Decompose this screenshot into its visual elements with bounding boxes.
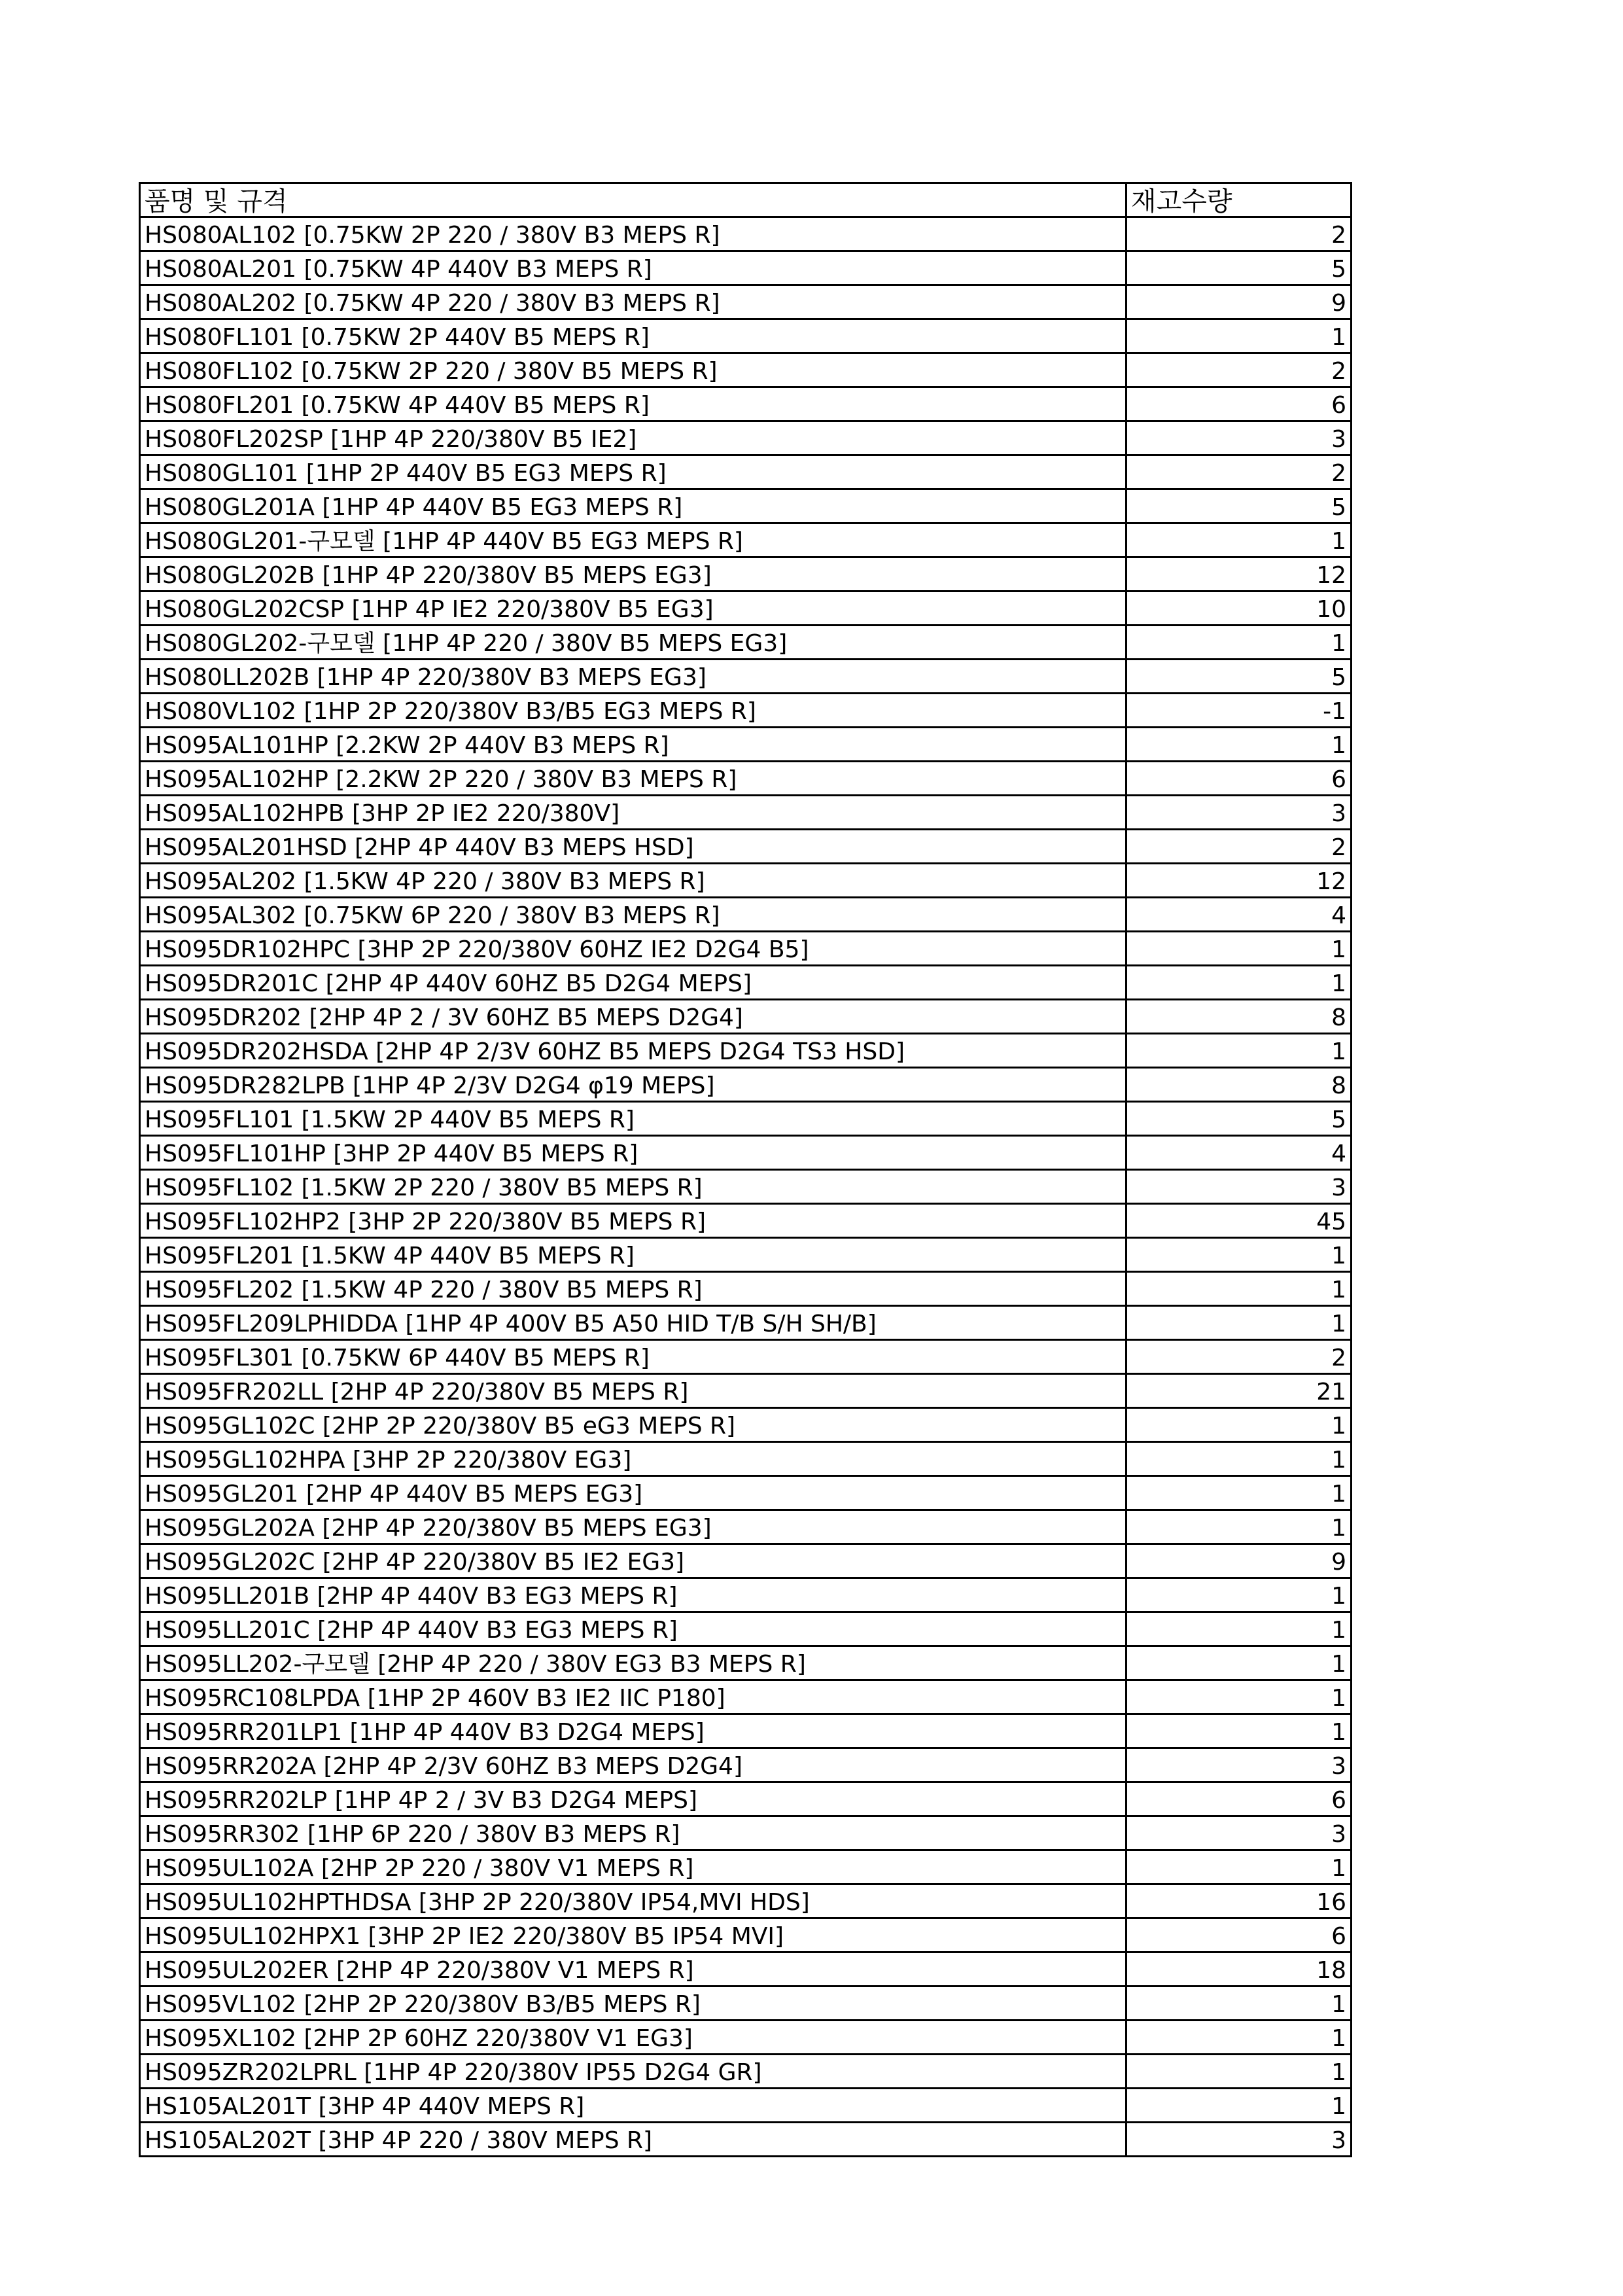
table-row — [140, 1102, 1352, 1136]
stock-quantity-cell: 18 — [1126, 1952, 1352, 1987]
stock-quantity-cell: 1 — [1126, 1408, 1352, 1442]
table-row — [140, 1884, 1352, 1918]
table-row — [140, 1680, 1352, 1714]
table-row — [140, 1476, 1352, 1510]
product-name-cell: HS080GL202B [1HP 4P 220/380V B5 MEPS EG3] — [140, 557, 1126, 592]
stock-quantity-cell: 1 — [1126, 1987, 1352, 2021]
stock-quantity-cell: 1 — [1126, 2055, 1352, 2089]
product-name-cell: HS095GL202A [2HP 4P 220/380V B5 MEPS EG3] — [140, 1510, 1126, 1544]
product-name-cell: HS095DR202 [2HP 4P 2 / 3V 60HZ B5 MEPS D2G4] — [140, 1000, 1126, 1034]
stock-quantity-cell: 1 — [1126, 1646, 1352, 1680]
product-name-cell: HS095UL102HPTHDSA [3HP 2P 220/380V IP54,MVI HDS] — [140, 1884, 1126, 1918]
table-row — [140, 1544, 1352, 1578]
product-name-cell: HS080GL202CSP [1HP 4P IE2 220/380V B5 EG3] — [140, 592, 1126, 626]
table-row — [140, 1510, 1352, 1544]
stock-quantity-cell: 2 — [1126, 217, 1352, 251]
stock-quantity-cell: 6 — [1126, 1918, 1352, 1952]
table-row — [140, 1306, 1352, 1340]
stock-quantity-cell: 3 — [1126, 421, 1352, 455]
table-row — [140, 1068, 1352, 1102]
product-name-cell: HS095FL201 [1.5KW 4P 440V B5 MEPS R] — [140, 1238, 1126, 1272]
header-stock-quantity: 재고수량 — [1126, 183, 1352, 217]
product-name-cell: HS095AL101HP [2.2KW 2P 440V B3 MEPS R] — [140, 728, 1126, 762]
product-name-cell: HS080GL201-구모델 [1HP 4P 440V B5 EG3 MEPS R] — [140, 523, 1126, 557]
table-row — [140, 1578, 1352, 1612]
table-row — [140, 898, 1352, 932]
table-row — [140, 1850, 1352, 1884]
table-row — [140, 353, 1352, 387]
product-name-cell: HS095GL102C [2HP 2P 220/380V B5 eG3 MEPS R] — [140, 1408, 1126, 1442]
table-row — [140, 387, 1352, 421]
stock-quantity-cell: 2 — [1126, 1340, 1352, 1374]
stock-quantity-cell: 2 — [1126, 455, 1352, 489]
inventory-table-body — [140, 183, 1352, 2157]
stock-quantity-cell: 1 — [1126, 1578, 1352, 1612]
product-name-cell: HS095UL102A [2HP 2P 220 / 380V V1 MEPS R] — [140, 1850, 1126, 1884]
product-name-cell: HS095FL202 [1.5KW 4P 220 / 380V B5 MEPS R] — [140, 1272, 1126, 1306]
stock-quantity-cell: 3 — [1126, 796, 1352, 830]
stock-quantity-cell: 6 — [1126, 762, 1352, 796]
table-row — [140, 319, 1352, 353]
table-row — [140, 2089, 1352, 2123]
table-row — [140, 796, 1352, 830]
stock-quantity-cell: 2 — [1126, 353, 1352, 387]
product-name-cell: HS095AL202 [1.5KW 4P 220 / 380V B3 MEPS R] — [140, 864, 1126, 898]
table-row — [140, 1000, 1352, 1034]
table-row — [140, 1612, 1352, 1646]
product-name-cell: HS095LL201B [2HP 4P 440V B3 EG3 MEPS R] — [140, 1578, 1126, 1612]
stock-quantity-cell: 12 — [1126, 864, 1352, 898]
stock-quantity-cell: 5 — [1126, 660, 1352, 694]
table-row — [140, 1204, 1352, 1238]
stock-quantity-cell: 3 — [1126, 1816, 1352, 1850]
header-product-name: 품명 및 규격 — [140, 183, 1126, 217]
product-name-cell: HS080GL201A [1HP 4P 440V B5 EG3 MEPS R] — [140, 489, 1126, 523]
table-row — [140, 251, 1352, 285]
stock-quantity-cell: 8 — [1126, 1000, 1352, 1034]
product-name-cell: HS080AL201 [0.75KW 4P 440V B3 MEPS R] — [140, 251, 1126, 285]
table-row — [140, 2123, 1352, 2157]
table-row — [140, 1646, 1352, 1680]
table-row — [140, 489, 1352, 523]
table-row — [140, 626, 1352, 660]
stock-quantity-cell: 6 — [1126, 387, 1352, 421]
product-name-cell: HS095FL101 [1.5KW 2P 440V B5 MEPS R] — [140, 1102, 1126, 1136]
stock-quantity-cell: 1 — [1126, 523, 1352, 557]
product-name-cell: HS095DR202HSDA [2HP 4P 2/3V 60HZ B5 MEPS D2G4 TS3 HSD] — [140, 1034, 1126, 1068]
stock-quantity-cell: 9 — [1126, 1544, 1352, 1578]
table-row — [140, 762, 1352, 796]
product-name-cell: HS095RR202A [2HP 4P 2/3V 60HZ B3 MEPS D2G4] — [140, 1748, 1126, 1782]
stock-quantity-cell: 5 — [1126, 251, 1352, 285]
product-name-cell: HS095UL202ER [2HP 4P 220/380V V1 MEPS R] — [140, 1952, 1126, 1987]
table-row — [140, 217, 1352, 251]
table-row — [140, 694, 1352, 728]
product-name-cell: HS105AL202T [3HP 4P 220 / 380V MEPS R] — [140, 2123, 1126, 2157]
stock-quantity-cell: 3 — [1126, 1170, 1352, 1204]
stock-quantity-cell: 21 — [1126, 1374, 1352, 1408]
product-name-cell: HS095XL102 [2HP 2P 60HZ 220/380V V1 EG3] — [140, 2021, 1126, 2055]
stock-quantity-cell: 45 — [1126, 1204, 1352, 1238]
stock-quantity-cell: 16 — [1126, 1884, 1352, 1918]
table-row — [140, 966, 1352, 1000]
product-name-cell: HS105AL201T [3HP 4P 440V MEPS R] — [140, 2089, 1126, 2123]
table-row — [140, 932, 1352, 966]
stock-quantity-cell: 1 — [1126, 1442, 1352, 1476]
product-name-cell: HS095AL102HPB [3HP 2P IE2 220/380V] — [140, 796, 1126, 830]
stock-quantity-cell: 1 — [1126, 2021, 1352, 2055]
product-name-cell: HS095FL101HP [3HP 2P 440V B5 MEPS R] — [140, 1136, 1126, 1170]
stock-quantity-cell: 3 — [1126, 1748, 1352, 1782]
table-row — [140, 864, 1352, 898]
stock-quantity-cell: 1 — [1126, 319, 1352, 353]
table-row — [140, 2021, 1352, 2055]
stock-quantity-cell: 1 — [1126, 1238, 1352, 1272]
product-name-cell: HS095GL102HPA [3HP 2P 220/380V EG3] — [140, 1442, 1126, 1476]
table-row — [140, 1782, 1352, 1816]
stock-quantity-cell: 1 — [1126, 728, 1352, 762]
product-name-cell: HS095DR102HPC [3HP 2P 220/380V 60HZ IE2 D2G4 B5] — [140, 932, 1126, 966]
stock-quantity-cell: 1 — [1126, 966, 1352, 1000]
stock-quantity-cell: 1 — [1126, 1272, 1352, 1306]
stock-quantity-cell: 9 — [1126, 285, 1352, 319]
table-row — [140, 1918, 1352, 1952]
inventory-table — [139, 182, 1352, 2157]
stock-quantity-cell: -1 — [1126, 694, 1352, 728]
table-row — [140, 2055, 1352, 2089]
table-row — [140, 1442, 1352, 1476]
product-name-cell: HS095AL302 [0.75KW 6P 220 / 380V B3 MEPS R] — [140, 898, 1126, 932]
table-row — [140, 421, 1352, 455]
product-name-cell: HS080AL202 [0.75KW 4P 220 / 380V B3 MEPS R] — [140, 285, 1126, 319]
product-name-cell: HS080FL202SP [1HP 4P 220/380V B5 IE2] — [140, 421, 1126, 455]
stock-quantity-cell: 1 — [1126, 1714, 1352, 1748]
product-name-cell: HS080LL202B [1HP 4P 220/380V B3 MEPS EG3] — [140, 660, 1126, 694]
stock-quantity-cell: 2 — [1126, 830, 1352, 864]
table-header-row — [140, 183, 1352, 217]
product-name-cell: HS095VL102 [2HP 2P 220/380V B3/B5 MEPS R] — [140, 1987, 1126, 2021]
table-row — [140, 523, 1352, 557]
table-row — [140, 1714, 1352, 1748]
table-row — [140, 1987, 1352, 2021]
stock-quantity-cell: 1 — [1126, 626, 1352, 660]
table-row — [140, 1272, 1352, 1306]
product-name-cell: HS095FL102 [1.5KW 2P 220 / 380V B5 MEPS R] — [140, 1170, 1126, 1204]
product-name-cell: HS095RR302 [1HP 6P 220 / 380V B3 MEPS R] — [140, 1816, 1126, 1850]
product-name-cell: HS095DR201C [2HP 4P 440V 60HZ B5 D2G4 MEPS] — [140, 966, 1126, 1000]
table-row — [140, 557, 1352, 592]
table-row — [140, 592, 1352, 626]
product-name-cell: HS080FL201 [0.75KW 4P 440V B5 MEPS R] — [140, 387, 1126, 421]
product-name-cell: HS095RR201LP1 [1HP 4P 440V B3 D2G4 MEPS] — [140, 1714, 1126, 1748]
product-name-cell: HS095FL209LPHIDDA [1HP 4P 400V B5 A50 HID T/B S/H SH/B] — [140, 1306, 1126, 1340]
table-row — [140, 728, 1352, 762]
product-name-cell: HS080VL102 [1HP 2P 220/380V B3/B5 EG3 MEPS R] — [140, 694, 1126, 728]
stock-quantity-cell: 5 — [1126, 489, 1352, 523]
stock-quantity-cell: 5 — [1126, 1102, 1352, 1136]
product-name-cell: HS095GL202C [2HP 4P 220/380V B5 IE2 EG3] — [140, 1544, 1126, 1578]
stock-quantity-cell: 1 — [1126, 1850, 1352, 1884]
stock-quantity-cell: 12 — [1126, 557, 1352, 592]
stock-quantity-cell: 1 — [1126, 1034, 1352, 1068]
table-row — [140, 455, 1352, 489]
table-row — [140, 1340, 1352, 1374]
stock-quantity-cell: 3 — [1126, 2123, 1352, 2157]
product-name-cell: HS095AL102HP [2.2KW 2P 220 / 380V B3 MEPS R] — [140, 762, 1126, 796]
stock-quantity-cell: 1 — [1126, 1680, 1352, 1714]
product-name-cell: HS095FL301 [0.75KW 6P 440V B5 MEPS R] — [140, 1340, 1126, 1374]
product-name-cell: HS095ZR202LPRL [1HP 4P 220/380V IP55 D2G4 GR] — [140, 2055, 1126, 2089]
stock-quantity-cell: 6 — [1126, 1782, 1352, 1816]
product-name-cell: HS095DR282LPB [1HP 4P 2/3V D2G4 φ19 MEPS] — [140, 1068, 1126, 1102]
table-row — [140, 1170, 1352, 1204]
table-row — [140, 1034, 1352, 1068]
table-row — [140, 1238, 1352, 1272]
stock-quantity-cell: 1 — [1126, 932, 1352, 966]
product-name-cell: HS080GL101 [1HP 2P 440V B5 EG3 MEPS R] — [140, 455, 1126, 489]
table-row — [140, 285, 1352, 319]
product-name-cell: HS080FL101 [0.75KW 2P 440V B5 MEPS R] — [140, 319, 1126, 353]
stock-quantity-cell: 10 — [1126, 592, 1352, 626]
product-name-cell: HS095GL201 [2HP 4P 440V B5 MEPS EG3] — [140, 1476, 1126, 1510]
product-name-cell: HS095LL202-구모델 [2HP 4P 220 / 380V EG3 B3 MEPS R] — [140, 1646, 1126, 1680]
stock-quantity-cell: 4 — [1126, 1136, 1352, 1170]
table-row — [140, 660, 1352, 694]
product-name-cell: HS080AL102 [0.75KW 2P 220 / 380V B3 MEPS R] — [140, 217, 1126, 251]
product-name-cell: HS095UL102HPX1 [3HP 2P IE2 220/380V B5 IP54 MVI] — [140, 1918, 1126, 1952]
stock-quantity-cell: 1 — [1126, 1612, 1352, 1646]
stock-quantity-cell: 1 — [1126, 2089, 1352, 2123]
stock-quantity-cell: 1 — [1126, 1306, 1352, 1340]
product-name-cell: HS080GL202-구모델 [1HP 4P 220 / 380V B5 MEPS EG3] — [140, 626, 1126, 660]
stock-quantity-cell: 4 — [1126, 898, 1352, 932]
product-name-cell: HS095AL201HSD [2HP 4P 440V B3 MEPS HSD] — [140, 830, 1126, 864]
stock-quantity-cell: 1 — [1126, 1510, 1352, 1544]
product-name-cell: HS095RR202LP [1HP 4P 2 / 3V B3 D2G4 MEPS] — [140, 1782, 1126, 1816]
table-row — [140, 1952, 1352, 1987]
table-row — [140, 1374, 1352, 1408]
product-name-cell: HS080FL102 [0.75KW 2P 220 / 380V B5 MEPS R] — [140, 353, 1126, 387]
product-name-cell: HS095FR202LL [2HP 4P 220/380V B5 MEPS R] — [140, 1374, 1126, 1408]
product-name-cell: HS095LL201C [2HP 4P 440V B3 EG3 MEPS R] — [140, 1612, 1126, 1646]
product-name-cell: HS095RC108LPDA [1HP 2P 460V B3 IE2 IIC P180] — [140, 1680, 1126, 1714]
stock-quantity-cell: 1 — [1126, 1476, 1352, 1510]
table-row — [140, 1816, 1352, 1850]
stock-quantity-cell: 8 — [1126, 1068, 1352, 1102]
product-name-cell: HS095FL102HP2 [3HP 2P 220/380V B5 MEPS R] — [140, 1204, 1126, 1238]
table-row — [140, 1408, 1352, 1442]
table-row — [140, 1136, 1352, 1170]
table-row — [140, 1748, 1352, 1782]
table-row — [140, 830, 1352, 864]
